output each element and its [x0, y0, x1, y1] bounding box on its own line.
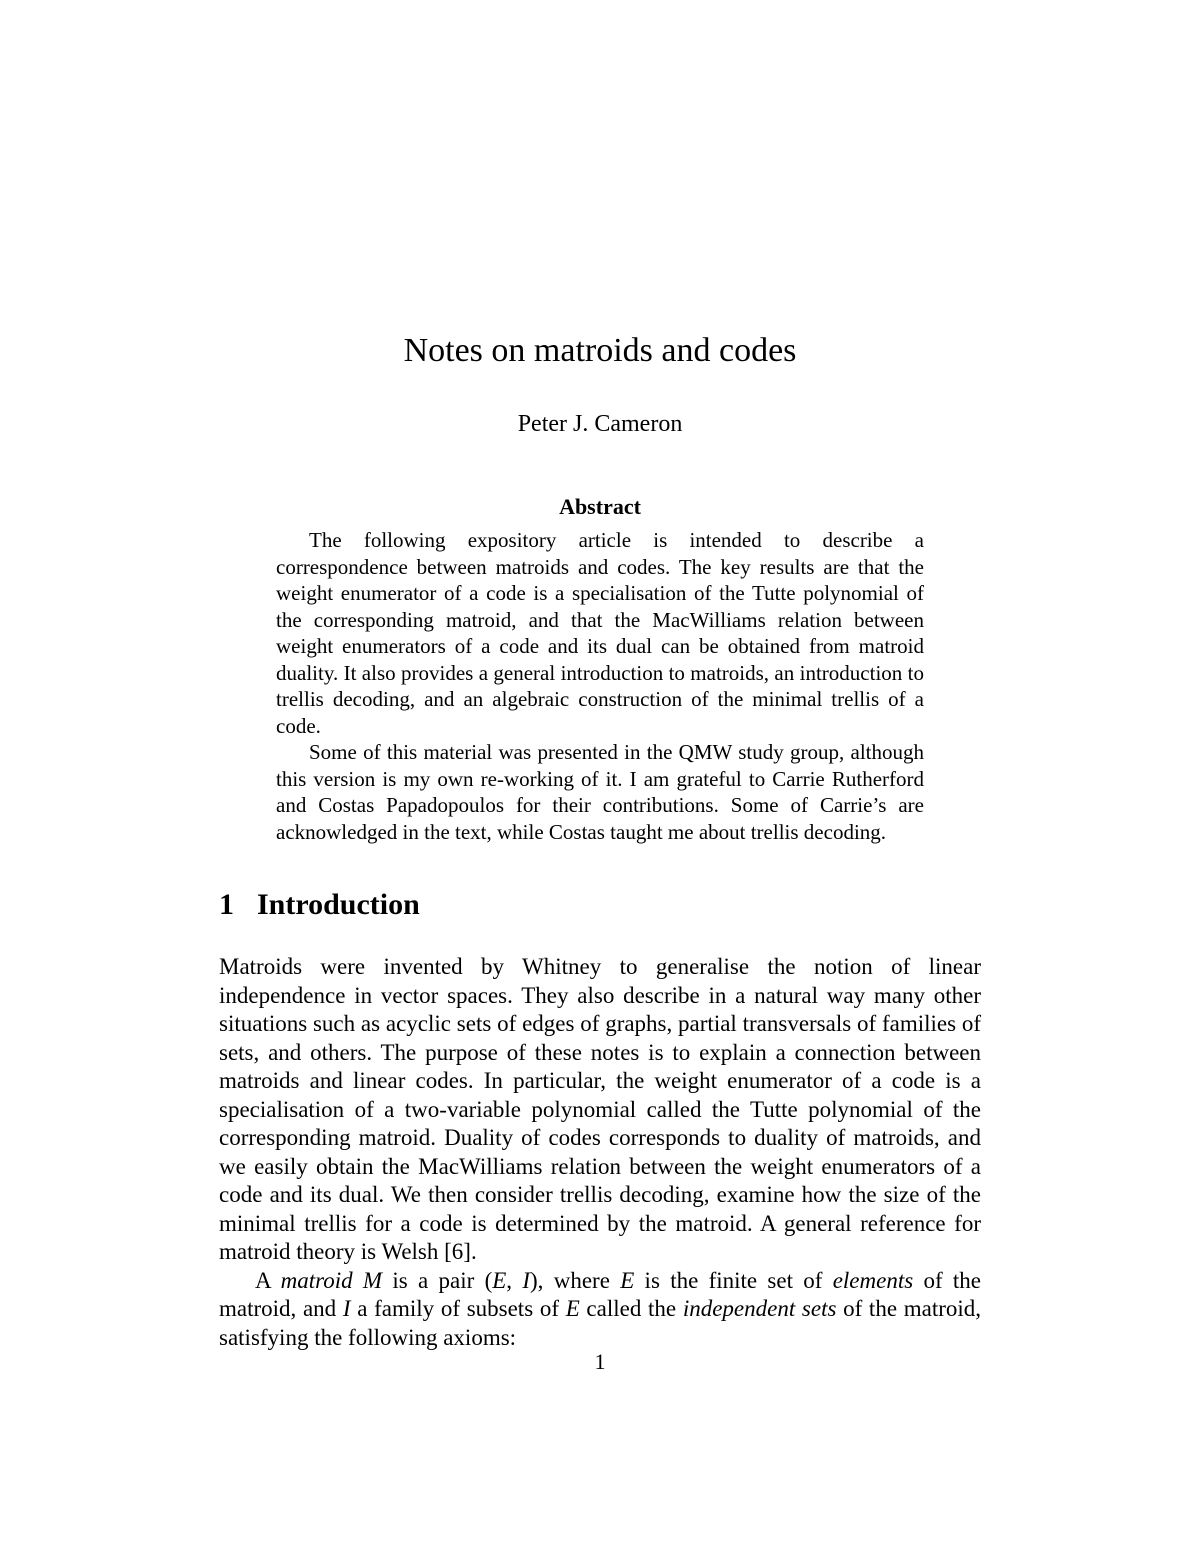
abstract-paragraph-2: Some of this material was presented in the QMW study group, although this version is my own re-working of it. I am grateful to Carrie Rutherford and Costas Papadopoulos for their contributions. Some of Carrie’s are acknowledged in the text, while Costas taught me about trellis decoding. — [276, 740, 924, 844]
abstract-section — [276, 494, 924, 845]
section-heading-introduction — [219, 887, 981, 923]
section-title: Introduction — [257, 888, 420, 921]
section-number: 1 — [219, 888, 234, 921]
paper-author: Peter J. Cameron — [517, 411, 683, 437]
page-number: 1 — [594, 1349, 606, 1374]
abstract-heading: Abstract — [559, 494, 641, 519]
body-paragraph-2: A matroid M is a pair (E, I), where E is the finite set of elements of the matroid, and I a family of subsets of E called the independent sets of the matroid, satisfying the following axioms: — [219, 1267, 982, 1350]
text-block — [219, 332, 981, 1352]
body-paragraph-1: Matroids were invented by Whitney to generalise the notion of linear independence in vector spaces. They also describe in a natural way many other situations such as acyclic sets of edges of graphs, partial transversals of families of sets, and others. The purpose of these notes is to explain a connection between matroids and linear codes. In particular, the weight enumerator of a code is a specialisation of a two-variable polynomial called the Tutte polynomial of the corresponding matroid. Duality of codes corresponds to duality of matroids, and we easily obtain the MacWilliams relation between the weight enumerators of a code and its dual. We then consider trellis decoding, examine how the size of the minimal trellis for a code is determined by the matroid. A general reference for matroid theory is Welsh [6]. — [219, 954, 981, 1264]
paper-title: Notes on matroids and codes — [403, 332, 797, 369]
abstract-paragraph-1: The following expository article is intended to describe a correspondence between matroids and codes. The key results are that the weight enumerator of a code is a specialisation of the Tutte polynomial of the corresponding matroid, and that the MacWilliams relation between weight enumerators of a code and its dual can be obtained from matroid duality. It also provides a general introduction to matroids, an introduction to trellis decoding, and an algebraic construction of the minimal trellis of a code. — [276, 528, 924, 738]
paper-body — [219, 887, 981, 1352]
